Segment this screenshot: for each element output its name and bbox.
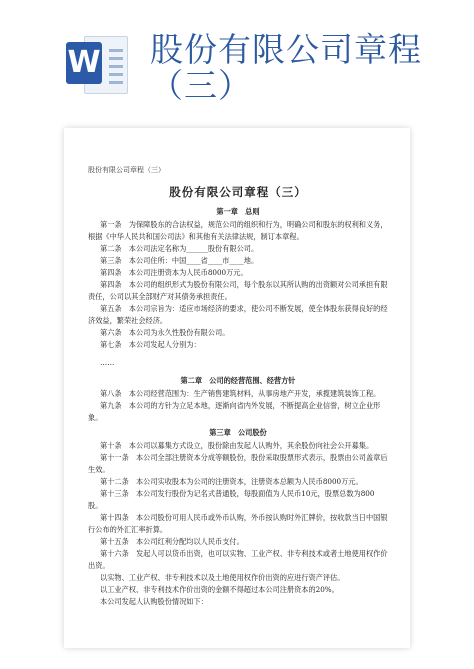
word-document-icon bbox=[66, 34, 128, 94]
article-paragraph: 第四条 本公司注册资本为人民币8000万元。 bbox=[100, 268, 248, 277]
article-paragraph: 第八条 本公司经营范围为：生产销售建筑材料，从事房地产开发，承揽建筑装饰工程。 bbox=[100, 389, 381, 398]
article-paragraph: 以实物、工业产权、非专利技术以及土地使用权作价出资的应进行资产评估。 bbox=[100, 573, 345, 582]
banner-title-line1: 股份有限公司章程 bbox=[150, 30, 422, 69]
document-title: 股份有限公司章程（三） bbox=[169, 185, 307, 199]
word-letter: W bbox=[66, 42, 102, 84]
document-body bbox=[88, 164, 388, 608]
banner-title bbox=[150, 32, 470, 104]
article-paragraph: 第十三条 本公司发行股份为记名式普通股，每股面值为人民币10元，股票总数为800股。 bbox=[88, 489, 375, 510]
article-paragraph: 第一条 为保障股东的合法权益，规范公司的组织和行为，明确公司和股东的权利和义务，根据《中华人民共和国公司法》和其他有关法律法规，制订本章程。 bbox=[88, 220, 388, 241]
chapter-heading: 第二章 公司的经营范围、经营方针 bbox=[180, 376, 296, 385]
header-banner bbox=[0, 0, 474, 110]
chapter-heading: 第一章 总则 bbox=[216, 207, 260, 216]
article-paragraph: 第四条 本公司的组织形式为股份有限公司，每个股东以其所认购的出资额对公司承担有限责任，公司以其全部财产对其债务承担责任。 bbox=[88, 280, 388, 301]
article-paragraph: 第十四条 本公司股份可用人民币或外币认购，外币按认购时外汇牌价，按收款当日中国银行公布的外汇汇率折算。 bbox=[88, 513, 388, 534]
running-head: 股份有限公司章程（三） bbox=[88, 166, 165, 174]
article-paragraph: 第六条 本公司为永久性股份有限公司。 bbox=[100, 328, 230, 337]
article-paragraph: 本公司发起人认购股份情况如下： bbox=[100, 597, 208, 606]
article-paragraph: 第十条 本公司以募集方式设立，股份除由发起人认购外，其余股份向社会公开募集。 bbox=[100, 441, 374, 450]
article-paragraph: 第十五条 本公司红利分配均以人民币支付。 bbox=[100, 537, 244, 546]
chapter-heading: 第三章 公司股份 bbox=[209, 428, 267, 437]
document-page bbox=[64, 128, 410, 648]
article-paragraph: 第十二条 本公司实收股本为公司的注册资本，注册资本总额为人民币8000万元。 bbox=[100, 477, 363, 486]
article-paragraph: 第十六条 发起人可以货币出资，也可以实物、工业产权、非专利技术或者土地使用权作价出资。 bbox=[88, 549, 388, 570]
article-paragraph: 第十一条 本公司全部注册资本分成等额股份，股份采取股票形式表示，股票由公司盖章后生效。 bbox=[88, 453, 388, 474]
banner-title-line2: （三） bbox=[150, 66, 252, 105]
article-paragraph: 第五条 本公司宗旨为：适应市场经济的要求，使公司不断发展，使全体股东获得良好的经济效益，繁荣社会经济。 bbox=[88, 304, 388, 325]
article-paragraph: 第七条 本公司发起人分别为： bbox=[100, 340, 201, 349]
ellipsis-text: …… bbox=[100, 358, 115, 367]
article-paragraph: 第三条 本公司住所：中国____省____市____地。 bbox=[100, 256, 259, 265]
article-paragraph: 第二条 本公司法定名称为______股份有限公司。 bbox=[100, 244, 259, 253]
document-content bbox=[88, 206, 388, 608]
article-paragraph: 以工业产权、非专利技术作价出资的金额不得超过本公司注册资本的20%。 bbox=[100, 585, 339, 594]
article-paragraph: 第九条 本公司的方针为立足本地，逐渐向省内外发展，不断提高企业信誉，树立企业形象。 bbox=[88, 401, 381, 422]
